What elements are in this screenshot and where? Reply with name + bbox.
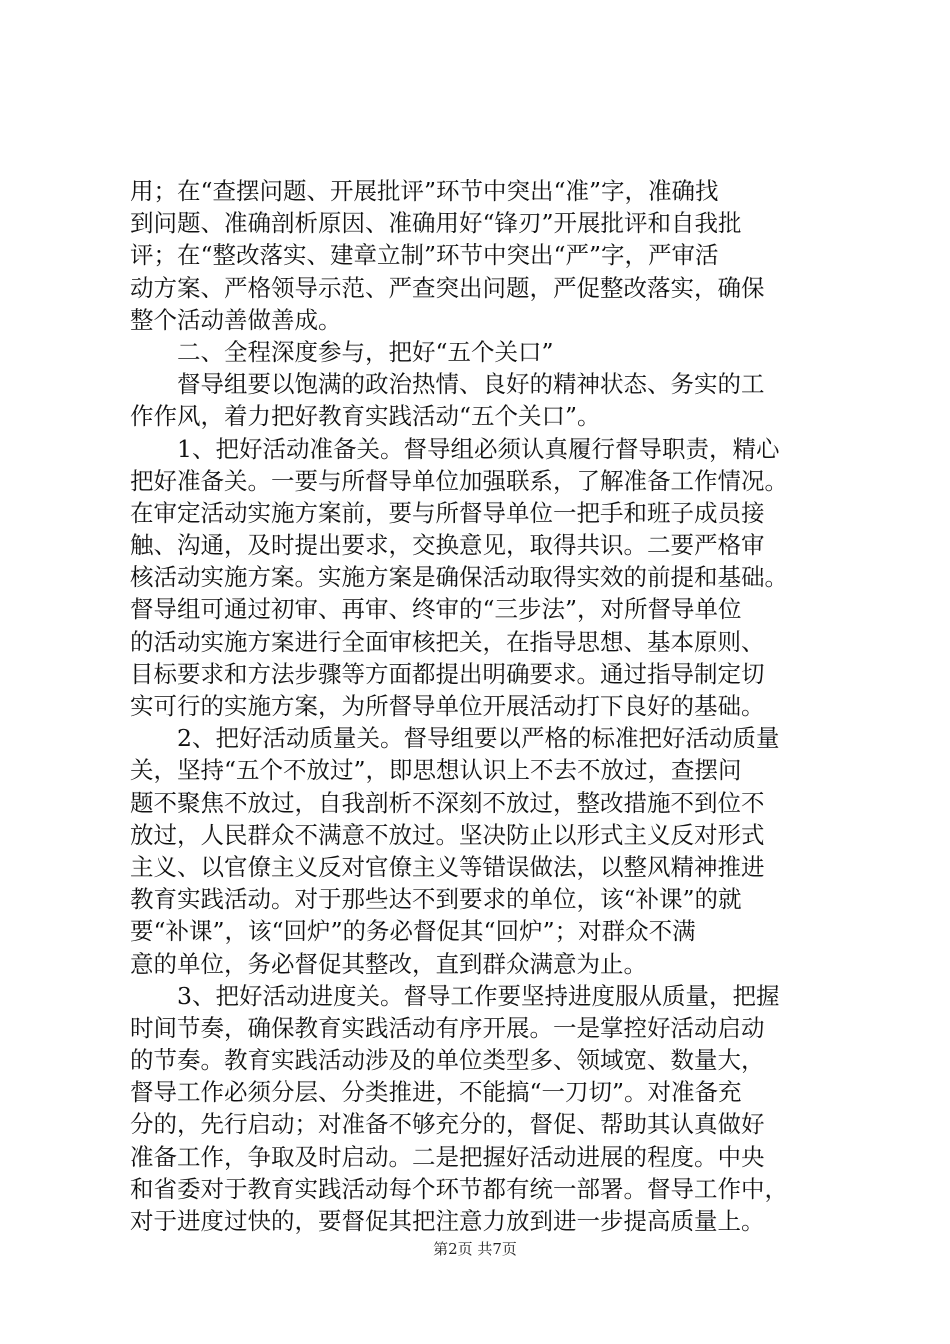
text-line: 作作风，着力把好教育实践活动“五个关口”。 (130, 402, 601, 431)
text-line: 放过，人民群众不满意不放过。坚决防止以形式主义反对形式 (130, 820, 765, 849)
document-body (130, 175, 830, 1237)
text-line: 关，坚持“五个不放过”，即思想认识上不去不放过，查摆问 (130, 756, 742, 785)
text-line: 整个活动善做善成。 (130, 305, 342, 334)
text-line: 分的，先行启动；对准备不够充分的，督促、帮助其认真做好 (130, 1110, 765, 1139)
text-line: 时间节奏，确保教育实践活动有序开展。一是掌控好活动启动 (130, 1013, 765, 1042)
text-line: 3、把好活动进度关。督导工作要坚持进度服从质量，把握 (130, 981, 780, 1010)
text-line: 主义、以官僚主义反对官僚主义等错误做法，以整风精神推进 (130, 852, 765, 881)
text-line: 到问题、准确剖析原因、准确用好“锋刃”开展批评和自我批 (130, 209, 742, 238)
text-line: 要“补课”，该“回炉”的务必督促其“回炉”；对群众不满 (130, 917, 696, 946)
text-line: 1、把好活动准备关。督导组必须认真履行督导职责，精心 (130, 434, 780, 463)
text-line: 触、沟通，及时提出要求，交换意见，取得共识。二要严格审 (130, 531, 765, 560)
text-line: 意的单位，务必督促其整改，直到群众满意为止。 (130, 949, 647, 978)
text-line: 准备工作，争取及时启动。二是把握好活动进展的程度。中央 (130, 1142, 765, 1171)
text-line: 教育实践活动。对于那些达不到要求的单位，该“补课”的就 (130, 885, 742, 914)
text-line: 督导组可通过初审、再审、终审的“三步法”，对所督导单位 (130, 595, 742, 624)
text-line: 督导组要以饱满的政治热情、良好的精神状态、务实的工 (130, 370, 765, 399)
text-line: 在审定活动实施方案前，要与所督导单位一把手和班子成员接 (130, 498, 765, 527)
text-line: 动方案、严格领导示范、严查突出问题，严促整改落实，确保 (130, 273, 765, 302)
text-line: 2、把好活动质量关。督导组要以严格的标准把好活动质量 (130, 724, 780, 753)
text-line: 对于进度过快的，要督促其把注意力放到进一步提高质量上。 (130, 1207, 765, 1235)
text-line: 和省委对于教育实践活动每个环节都有统一部署。督导工作中， (130, 1174, 788, 1203)
text-line: 把好准备关。一要与所督导单位加强联系，了解准备工作情况。 (130, 466, 788, 495)
text-line: 督导工作必须分层、分类推进，不能搞“一刀切”。对准备充 (130, 1078, 742, 1107)
text-line: 的节奏。教育实践活动涉及的单位类型多、领域宽、数量大， (130, 1046, 765, 1075)
text-line: 用；在“查摆问题、开展批评”环节中突出“准”字，准确找 (130, 177, 719, 205)
text-line: 的活动实施方案进行全面审核把关，在指导思想、基本原则、 (130, 627, 765, 656)
text-line: 核活动实施方案。实施方案是确保活动取得实效的前提和基础。 (130, 563, 788, 592)
section-heading: 二、全程深度参与，把好“五个关口” (130, 337, 554, 366)
text-line: 目标要求和方法步骤等方面都提出明确要求。通过指导制定切 (130, 659, 765, 688)
text-line: 实可行的实施方案，为所督导单位开展活动打下良好的基础。 (130, 692, 765, 720)
text-line: 题不聚焦不放过，自我剖析不深刻不放过，整改措施不到位不 (130, 788, 765, 817)
page-number-footer: 第2页 共7页 (433, 1240, 517, 1258)
text-line: 评；在“整改落实、建章立制”环节中突出“严”字，严审活 (130, 241, 719, 270)
